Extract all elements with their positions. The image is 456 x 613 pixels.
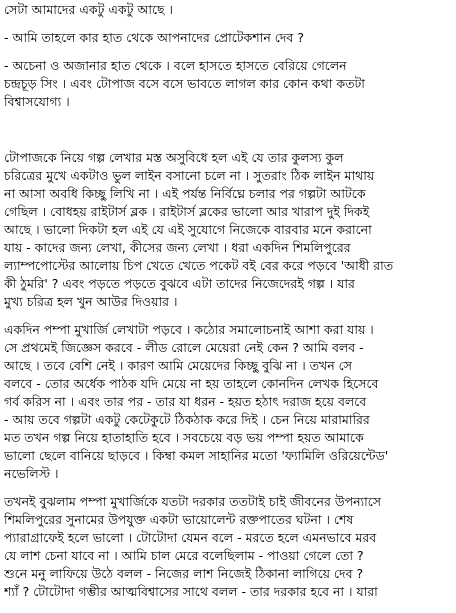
text-line: সে প্রথমেই জিজ্ঞেস করবে - লীড রোলে মেয়েরা নেই কেন ? আমি বলব - [4,340,364,355]
text-line: আছে । ভালো দিকটা হল এই যে এই সুযোগে নিজেকে বারবার মনে করানো [4,222,372,237]
text-line: শ্যাঁ ? টোটোদা গম্ভীর আত্মবিশ্বাসের সাথে বলল - তার দরকার হবে না । যারা [4,584,378,599]
text-line: বিশ্বাসযোগ্য । [4,94,70,109]
text-line: টোপাজকে নিয়ে গল্প লেখার মস্ত অসুবিধে হল এই যে তার কুলস্য কুল [4,150,344,165]
text-line: ভালো ছেলে বানিয়ে ছাড়বে । কিম্বা কমল সাহানির মতো 'ফ্যামিলি ওরিয়েন্টেড' [4,448,389,463]
text-line: চন্দ্রচূড় সিং । এবং টোপাজ বসে বসে ভাবতে লাগল কার কোন কথা কতটা [4,76,365,91]
text-line: একদিন পম্পা মুখার্জি লেখাটা পড়বে । কঠোর সমালোচনাই আশা করা যায় । [4,322,374,337]
text-line: নভেলিস্ট । [4,466,59,481]
text-line: সেটা আমাদের একটু একটু আছে । [4,2,174,17]
text-line: তখনই বুঝলাম পম্পা মুখার্জিকে যতটা দরকার ততটাই চাই জীবনের উপন্যাসে [4,494,382,509]
text-line: গর্ব করিস না । এবং তার পর - তার যা ধরন - হয়ত হঠাৎ দরাজ হয়ে বলবে [4,394,367,409]
text-line: বলবে - তোর অর্ধেক পাঠক যদি মেয়ে না হয় তাহলে কোনদিন লেখক হিসেবে [4,376,379,391]
text-line: গেছিল । বোধহয় রাইটার্স ব্লক । রাইটার্স ব্লকের ভালো আর খারাপ দুই দিকই [4,204,370,219]
text-line: - অচেনা ও অজানার হাত থেকে । বলে হাসতে হাসতে বেরিয়ে গেলেন [4,58,347,73]
text-line: মত তখন গল্প নিয়ে হাতাহাতি হবে । সবচেয়ে বড় ভয় পম্পা হয়ত আমাকে [4,430,364,445]
text-line: শুনে মনু লাফিয়ে উঠে বলল - নিজের লাশ নিজেই ঠিকানা লাগিয়ে দেব ? [4,566,364,581]
text-line: - আমি তাহলে কার হাত থেকে আপনাদের প্রোটেকশান দেব ? [4,30,304,45]
text-line: চরিত্রের মুখে একটাও ভুল লাইন বসানো চলে না । সুতরাং ঠিক লাইন মাথায় [4,168,375,183]
text-line: যে লাশ চেনা যাবে না । আমি চাল মেরে বলেছিলাম - পাওয়া গেলে তো ? [4,548,364,563]
text-line: শিমলিপুরের সুনামের উপযুক্ত একটা ভায়োলেন্ট রক্তপাতের ঘটনা । শেষ [4,512,354,527]
text-line: প্যারাগ্রাফেই হলে ভালো । টোটোদা যেমন বলে - মরতে হলে এমনভাবে মরব [4,530,377,545]
text-line: ল্যাম্পপোস্টের আলোয় চিপ খেতে খেতে পকেট বই বের করে পড়বে 'আধী রাত [4,258,394,273]
text-line: না আসা অবধি কিচ্ছু লিখি না । এই পর্যন্ত নির্বিঘ্নে চলার পর গল্পটা আটকে [4,186,366,201]
text-line: মুখ্য চরিত্র হল খুন আউর দিওয়ার । [4,294,178,309]
text-line: যায় - কাদের জন্য লেখা, কীসের জন্য লেখা । ধরা একদিন শিমলিপুরের [4,240,351,255]
text-line: আছে । তবে বেশি নেই । কারণ আমি মেয়েদের কিচ্ছু বুঝি না । তখন সে [4,358,352,373]
text-line: - আয় তবে গল্পটা একটু কেটেকুটে ঠিকঠাক করে দিই । চেন নিয়ে মারামারির [4,412,370,427]
text-line: কী ঠুমরি' ? এবং পড়তে পড়তে বুঝবে এটা তাদের নিজেদেরই গল্প । যার [4,276,355,291]
